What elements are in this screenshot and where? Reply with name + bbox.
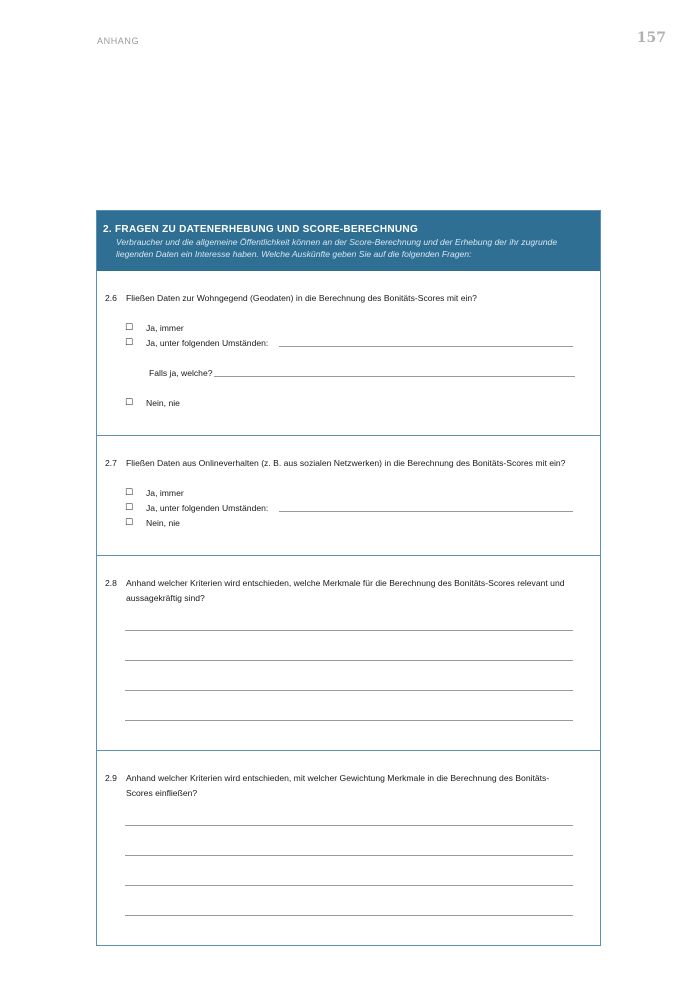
answer-line-2[interactable] — [125, 660, 573, 661]
answer-line-3[interactable] — [125, 885, 573, 886]
answer-line-3[interactable] — [125, 690, 573, 691]
section-header — [97, 211, 600, 271]
followup-label: Falls ja, welche? — [149, 368, 213, 378]
checkbox[interactable]: ☐ — [125, 398, 134, 408]
running-head: ANHANG — [97, 36, 140, 46]
option-label: Nein, nie — [146, 398, 180, 408]
answer-line-4[interactable] — [125, 915, 573, 916]
answer-line-2[interactable] — [125, 855, 573, 856]
question-number: 2.8 — [105, 578, 117, 588]
question-text: Anhand welcher Kriterien wird entschieden, mit welcher Gewichtung Merkmale in die Berechnung des Bonitäts-Scores einfließen? — [126, 773, 550, 798]
question-2-7 — [97, 435, 600, 556]
section-title: 2. FRAGEN ZU DATENERHEBUNG UND SCORE-BERECHNUNG — [103, 224, 419, 235]
question-text: Fließen Daten zur Wohngegend (Geodaten) in die Berechnung des Bonitäts-Scores mit ein? — [126, 293, 477, 303]
section-intro-line-1: Verbraucher und die allgemeine Öffentlichkeit können an der Score-Berechnung und der Erhebung der ihr zugrunde — [116, 237, 558, 247]
question-number: 2.9 — [105, 773, 117, 783]
page-number: 157 — [636, 30, 666, 46]
answer-line-4[interactable] — [125, 720, 573, 721]
question-2-9 — [97, 750, 600, 946]
question-2-8 — [97, 555, 600, 751]
checkbox[interactable]: ☐ — [125, 488, 134, 498]
question-2-6 — [97, 271, 600, 435]
option-label: Ja, unter folgenden Umständen: — [146, 338, 269, 348]
answer-line-welche[interactable] — [214, 376, 575, 377]
option-label: Nein, nie — [146, 518, 180, 528]
question-number: 2.7 — [105, 458, 117, 468]
answer-line-1[interactable] — [125, 825, 573, 826]
option-label: Ja, immer — [146, 323, 184, 333]
question-text: Anhand welcher Kriterien wird entschieden, welche Merkmale für die Berechnung des Bonitäts-Scores relevant und aussagekräftig sind? — [126, 578, 565, 603]
section-intro-line-2: liegenden Daten ein Interesse haben. Welche Auskünfte geben Sie auf die folgenden Fragen: — [116, 249, 472, 259]
checkbox[interactable]: ☐ — [125, 323, 134, 333]
questionnaire-form — [96, 210, 601, 946]
checkbox[interactable]: ☐ — [125, 503, 134, 513]
question-text: Fließen Daten aus Onlineverhalten (z. B. aus sozialen Netzwerken) in die Berechnung des Bonitäts-Scores mit ein? — [126, 458, 566, 468]
option-label: Ja, immer — [146, 488, 184, 498]
answer-line-umstaende[interactable] — [279, 511, 573, 512]
checkbox[interactable]: ☐ — [125, 338, 134, 348]
checkbox[interactable]: ☐ — [125, 518, 134, 528]
question-number: 2.6 — [105, 293, 117, 303]
option-label: Ja, unter folgenden Umständen: — [146, 503, 269, 513]
answer-line-1[interactable] — [125, 630, 573, 631]
answer-line-umstaende[interactable] — [279, 346, 573, 347]
